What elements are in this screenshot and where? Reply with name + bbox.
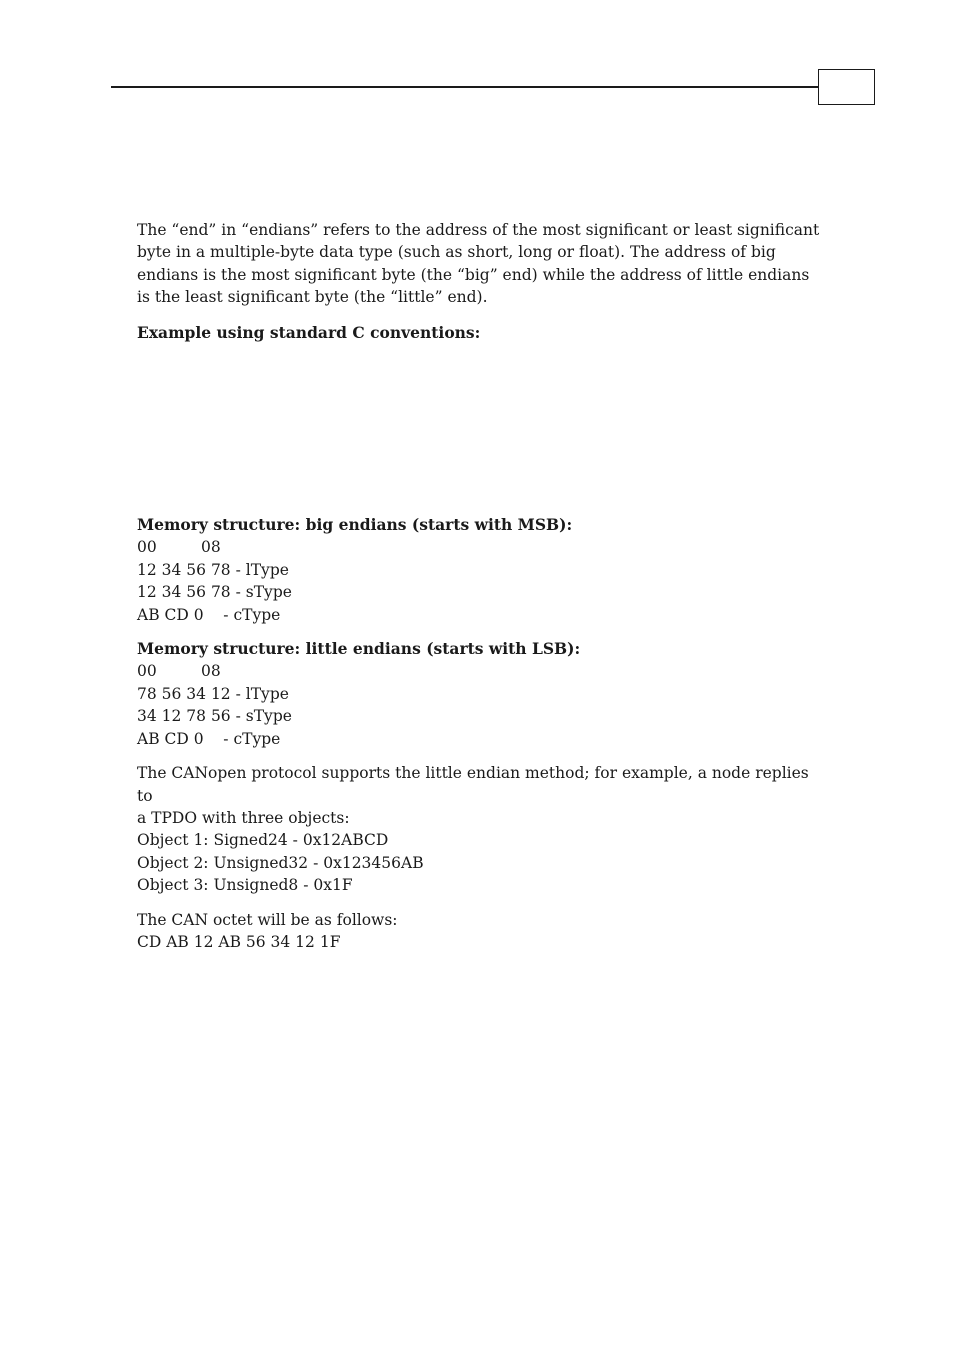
little-endian-section: [137, 638, 827, 750]
big-endian-row-ltype: 12 34 56 78 - lType: [137, 560, 289, 579]
address-start: 00: [137, 538, 157, 557]
octet-value: CD AB 12 AB 56 34 12 1F: [137, 932, 341, 951]
intro-paragraph: The “end” in “endians” refers to the address of the most significant or least significant byte in a multiple-byte data type (such as short, long or float). The address of big endians is the most significant byte (the “big” end) while the address of little endians is the least significant byte (the “little” end).: [137, 221, 820, 307]
address-end: 08: [201, 662, 221, 681]
header-rule: [111, 86, 819, 88]
little-endian-heading: Memory structure: little endians (starts with LSB):: [137, 639, 581, 659]
big-endian-row-ctype: AB CD 0 - cType: [137, 605, 281, 624]
big-endian-section: [137, 514, 827, 626]
object-1: Object 1: Signed24 - 0x12ABCD: [137, 831, 389, 850]
page-content: [137, 219, 827, 965]
little-endian-row-ctype: AB CD 0 - cType: [137, 729, 281, 748]
little-endian-row-stype: 34 12 78 56 - sType: [137, 707, 292, 726]
object-2: Object 2: Unsigned32 - 0x123456AB: [137, 853, 424, 872]
little-endian-row-ltype: 78 56 34 12 - lType: [137, 684, 289, 703]
big-endian-heading: Memory structure: big endians (starts with MSB):: [137, 515, 573, 535]
little-endian-address-row: [137, 660, 827, 682]
page-number-box: [818, 69, 875, 105]
address-end: 08: [201, 538, 221, 557]
canopen-line-1: The CANopen protocol supports the little endian method; for example, a node replies to: [137, 764, 809, 805]
octet-label: The CAN octet will be as follows:: [137, 910, 398, 929]
object-3: Object 3: Unsigned8 - 0x1F: [137, 876, 353, 895]
big-endian-address-row: [137, 536, 827, 558]
big-endian-row-stype: 12 34 56 78 - sType: [137, 583, 292, 602]
canopen-section: [137, 762, 827, 896]
address-start: 00: [137, 662, 157, 681]
example-heading: Example using standard C conventions:: [137, 322, 481, 342]
octet-section: [137, 909, 827, 954]
canopen-line-2: a TPDO with three objects:: [137, 808, 350, 827]
